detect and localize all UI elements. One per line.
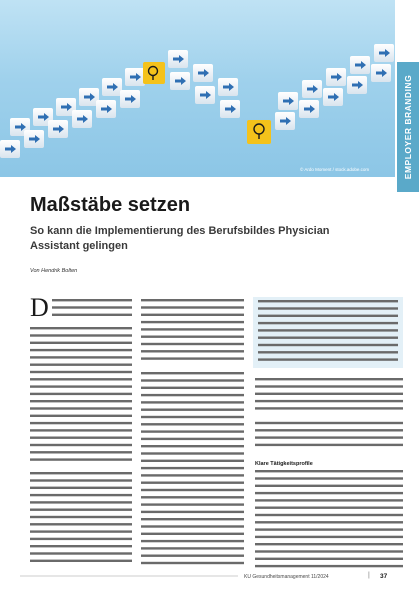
- text-line: [30, 444, 132, 446]
- text-line: [141, 518, 244, 520]
- text-line: [255, 492, 403, 494]
- text-line: [30, 516, 132, 518]
- text-line: [141, 482, 244, 484]
- text-line: [141, 525, 244, 527]
- text-line: [141, 321, 244, 323]
- text-line: [141, 387, 244, 389]
- body-column-1: [30, 293, 132, 562]
- text-line: [255, 444, 403, 446]
- text-line: [141, 430, 244, 432]
- text-line: [255, 470, 403, 472]
- text-line: [255, 436, 403, 438]
- text-line: [30, 349, 132, 351]
- text-line: [258, 344, 398, 346]
- text-line: [258, 307, 398, 309]
- text-line: [255, 507, 403, 509]
- text-line: [30, 437, 132, 439]
- text-line: [30, 479, 132, 481]
- text-line: [30, 560, 132, 562]
- text-line: [141, 306, 244, 308]
- text-line: [141, 503, 244, 505]
- text-line: [141, 438, 244, 440]
- text-line: [141, 379, 244, 381]
- text-line: [30, 371, 132, 373]
- text-line: [141, 350, 244, 352]
- text-line: [141, 401, 244, 403]
- text-line: [141, 343, 244, 345]
- drop-cap: D: [30, 293, 49, 322]
- text-line: [141, 328, 244, 330]
- text-line: [30, 494, 132, 496]
- image-credit: © Ardo Moment / stock.adobe.com: [300, 167, 370, 172]
- text-line: [141, 460, 244, 462]
- text-line: [141, 489, 244, 491]
- text-line: [255, 528, 403, 530]
- article-title: Maßstäbe setzen: [30, 194, 191, 216]
- page-number: 37: [380, 573, 388, 580]
- text-line: [258, 315, 398, 317]
- text-line: [258, 351, 398, 353]
- text-line: [30, 472, 132, 474]
- text-line: [141, 555, 244, 557]
- text-line: [141, 416, 244, 418]
- text-line: [30, 415, 132, 417]
- text-line: [258, 329, 398, 331]
- text-line: [141, 423, 244, 425]
- section-tab-label: EMPLOYER BRANDING: [403, 74, 413, 180]
- text-line: [52, 314, 132, 316]
- text-line: [255, 550, 403, 552]
- text-line: [30, 501, 132, 503]
- text-line: [52, 306, 132, 308]
- text-line: [141, 445, 244, 447]
- text-line: [258, 337, 398, 339]
- text-line: [30, 407, 132, 409]
- text-line: [255, 422, 403, 424]
- text-line: [141, 336, 244, 338]
- text-line: [141, 540, 244, 542]
- text-line: [258, 300, 398, 302]
- text-line: [255, 477, 403, 479]
- text-line: [141, 496, 244, 498]
- body-column-2: [141, 299, 244, 564]
- text-line: [30, 451, 132, 453]
- text-line: [30, 378, 132, 380]
- text-line: [30, 509, 132, 511]
- text-line: [30, 545, 132, 547]
- article-author: Von Hendrik Bolten: [30, 268, 78, 274]
- text-line: [30, 523, 132, 525]
- text-line: [255, 407, 403, 409]
- text-line: [141, 452, 244, 454]
- article-subtitle: So kann die Implementierung des Berufsbildes Physician Assistant gelingen: [30, 225, 330, 252]
- text-line: [52, 299, 132, 301]
- text-line: [141, 547, 244, 549]
- text-line: [255, 514, 403, 516]
- text-line: [30, 393, 132, 395]
- text-line: [141, 562, 244, 564]
- text-line: [141, 314, 244, 316]
- text-line: [30, 356, 132, 358]
- text-line: [255, 543, 403, 545]
- text-line: [141, 533, 244, 535]
- text-line: [30, 385, 132, 387]
- text-line: [30, 487, 132, 489]
- text-line: [141, 357, 244, 359]
- text-line: [30, 552, 132, 554]
- text-line: [30, 342, 132, 344]
- text-line: [141, 474, 244, 476]
- text-line: [255, 521, 403, 523]
- section-subheading: Klare Tätigkeitsprofile: [255, 461, 313, 467]
- text-line: [141, 372, 244, 374]
- text-line: [30, 458, 132, 460]
- text-line: [255, 385, 403, 387]
- text-line: [30, 429, 132, 431]
- text-line: [255, 565, 403, 567]
- text-line: [30, 422, 132, 424]
- text-line: [255, 429, 403, 431]
- text-line: [141, 467, 244, 469]
- text-line: [255, 499, 403, 501]
- text-line: [255, 393, 403, 395]
- text-line: [30, 334, 132, 336]
- text-line: [141, 394, 244, 396]
- text-line: [255, 400, 403, 402]
- text-line: [30, 327, 132, 329]
- footer-divider: |: [368, 572, 370, 579]
- footer-publication: KU Gesundheitsmanagement 11/2024: [244, 574, 329, 580]
- text-line: [141, 299, 244, 301]
- text-line: [255, 536, 403, 538]
- text-line: [255, 558, 403, 560]
- text-line: [255, 485, 403, 487]
- text-line: [255, 378, 403, 380]
- text-line: [258, 322, 398, 324]
- text-line: [30, 364, 132, 366]
- text-line: [141, 511, 244, 513]
- text-line: [258, 358, 398, 360]
- text-line: [141, 409, 244, 411]
- text-line: [30, 400, 132, 402]
- text-line: [30, 530, 132, 532]
- text-line: [30, 538, 132, 540]
